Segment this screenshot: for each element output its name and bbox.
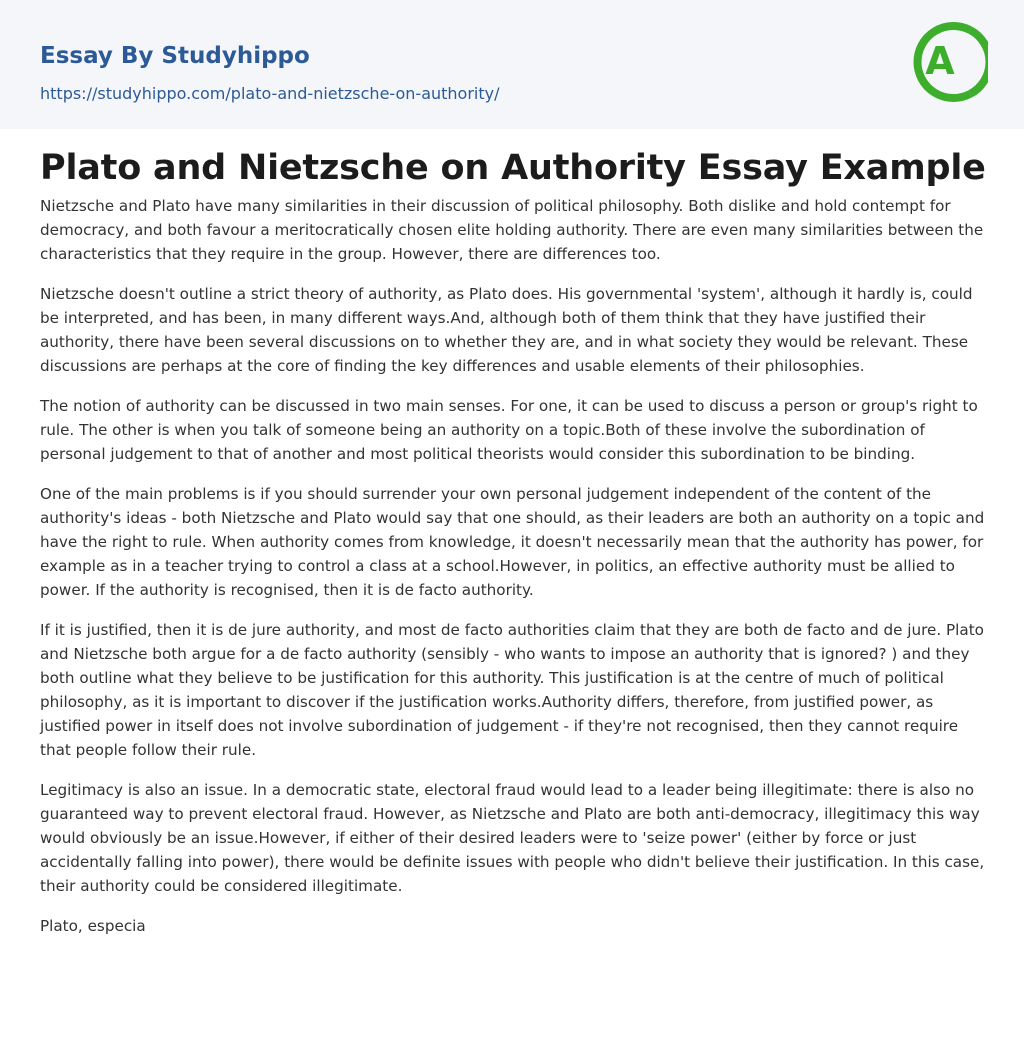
paragraph: The notion of authority can be discussed in two main senses. For one, it can be used to discuss a person or group's right to rule. The other is when you talk of someone being an authority on a topic.Both of these involve the subordination of personal judgement to that of another and most political theorists would consider this subordination to be binding. (40, 397, 978, 463)
paragraph: Legitimacy is also an issue. In a democratic state, electoral fraud would lead to a leader being illegitimate: there is also no guaranteed way to prevent electoral fraud. However, as Nietzsche and Plato are both anti-democracy, illegitimacy this way would obviously be an issue.However, if either of their desired leaders were to 'seize power' (either by force or just accidentally falling into power), there would be definite issues with people who didn't believe their justification. In this case, their authority could be considered illegitimate. (40, 781, 985, 895)
paragraph-truncated: Plato, especia (40, 917, 146, 935)
article-body (40, 194, 986, 954)
source-url-link[interactable]: https://studyhippo.com/plato-and-nietzsche-on-authority/ (40, 84, 500, 103)
logo-letter: A (925, 39, 955, 83)
brand-title[interactable]: Essay By Studyhippo (40, 43, 310, 69)
paragraph: Nietzsche doesn't outline a strict theory of authority, as Plato does. His governmental 'system', although it hardly is, could be interpreted, and has been, in many different ways.And, although both of them think that they have justified their authority, there have been several discussions on to whether they are, and in what society they would be relevant. These discussions are perhaps at the core of finding the key differences and usable elements of their philosophies. (40, 285, 973, 375)
paragraph: One of the main problems is if you should surrender your own personal judgement independent of the content of the authority's ideas - both Nietzsche and Plato would say that one should, as their leaders are both an authority on a topic and have the right to rule. When authority comes from knowledge, it doesn't necessarily mean that the authority has power, for example as in a teacher trying to control a class at a school.However, in politics, an effective authority must be allied to power. If the authority is recognised, then it is de facto authority. (40, 485, 985, 599)
paragraph: Nietzsche and Plato have many similarities in their discussion of political philosophy. Both dislike and hold contempt for democracy, and both favour a meritocratically chosen elite holding authority. There are even many similarities between the characteristics that they require in the group. However, there are differences too. (40, 197, 984, 263)
page-title: Plato and Nietzsche on Authority Essay Example (40, 148, 986, 188)
paragraph: If it is justified, then it is de jure authority, and most de facto authorities claim that they are both de facto and de jure. Plato and Nietzsche both argue for a de facto authority (sensibly - who wants to impose an authority that is ignored? ) and they both outline what they believe to be justification for this authority. This justification is at the centre of much of political philosophy, as it is important to discover if the justification works.Authority differs, therefore, from justified power, as justified power in itself does not involve subordination of judgement - if they're not recognised, then they cannot require that people follow their rule. (40, 621, 984, 759)
